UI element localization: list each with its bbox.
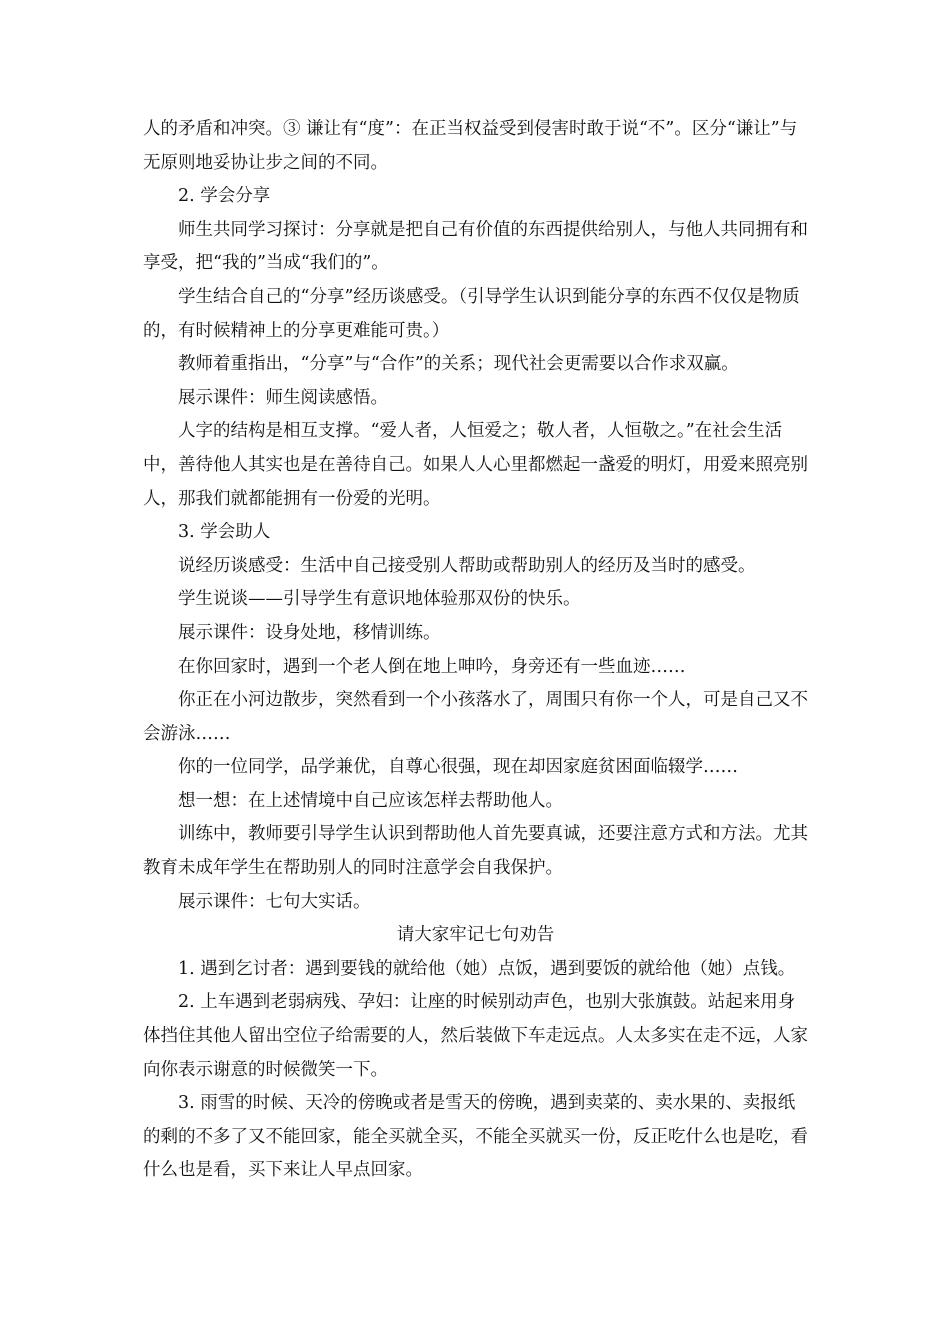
paragraph: 展示课件：师生阅读感悟。 xyxy=(178,387,388,408)
paragraph: 学生结合自己的“分享”经历谈感受。（引导学生认识到能分享的东西不仅仅是物质的，有时候精神上的分享更难能可贵。） xyxy=(143,286,800,341)
paragraph: 展示课件：设身处地，移情训练。 xyxy=(178,622,441,643)
paragraph: 在你回家时，遇到一个老人倒在地上呻吟，身旁还有一些血迹…… xyxy=(178,656,686,677)
paragraph: 你正在小河边散步，突然看到一个小孩落水了，周围只有你一个人，可是自己又不会游泳…… xyxy=(143,690,808,744)
paragraph: 说经历谈感受：生活中自己接受别人帮助或帮助别人的经历及当时的感受。 xyxy=(178,555,756,576)
paragraph: 展示课件：七句大实话。 xyxy=(178,891,371,912)
paragraph: 想一想：在上述情境中自己应该怎样去帮助他人。 xyxy=(178,790,563,811)
document-page xyxy=(143,113,808,1188)
list-item: 1. 遇到乞讨者：遇到要钱的就给他（她）点饭，遇到要饭的就给他（她）点钱。 xyxy=(178,958,796,979)
paragraph: 师生共同学习探讨：分享就是把自己有价值的东西提供给别人，与他人共同拥有和享受，把“我的”当成“我们的”。 xyxy=(143,219,808,274)
paragraph: 你的一位同学，品学兼优，自尊心很强，现在却因家庭贫困面临辍学…… xyxy=(178,757,738,778)
section-heading-helping: 3. 学会助人 xyxy=(178,522,271,543)
paragraph: 人字的结构是相互支撑。“爱人者，人恒爱之；敬人者，人恒敬之。”在社会生活中，善待他人其实也是在善待自己。如果人人心里都燃起一盏爱的明灯，用爱来照亮别人，那我们就都能拥有一份爱的光明。 xyxy=(143,421,808,509)
list-item: 2. 上车遇到老弱病残、孕妇：让座的时候别动声色，也别大张旗鼓。站起来用身体挡住其他人留出空位子给需要的人，然后装做下车走远点。人太多实在走不远，人家向你表示谢意的时候微笑一下。 xyxy=(143,992,808,1080)
paragraph: 教师着重指出，“分享”与“合作”的关系；现代社会更需要以合作求双赢。 xyxy=(178,354,739,375)
list-item: 3. 雨雪的时候、天冷的傍晚或者是雪天的傍晚，遇到卖菜的、卖水果的、卖报纸的剩的不多了又不能回家，能全买就全买，不能全买就买一份，反正吃什么也是吃，看什么也是看，买下来让人早点回家。 xyxy=(143,1093,808,1181)
section-heading-sharing: 2. 学会分享 xyxy=(178,186,271,207)
paragraph: 训练中，教师要引导学生认识到帮助他人首先要真诚，还要注意方式和方法。尤其教育未成年学生在帮助别人的同时注意学会自我保护。 xyxy=(143,824,808,879)
paragraph-continuation: 人的矛盾和冲突。③ 谦让有“度”：在正当权益受到侵害时敢于说“不”。区分“谦让”与无原则地妥协让步之间的不同。 xyxy=(143,119,798,173)
paragraph: 学生说谈——引导学生有意识地体验那双份的快乐。 xyxy=(178,589,581,610)
centered-title: 请大家牢记七句劝告 xyxy=(396,925,555,946)
